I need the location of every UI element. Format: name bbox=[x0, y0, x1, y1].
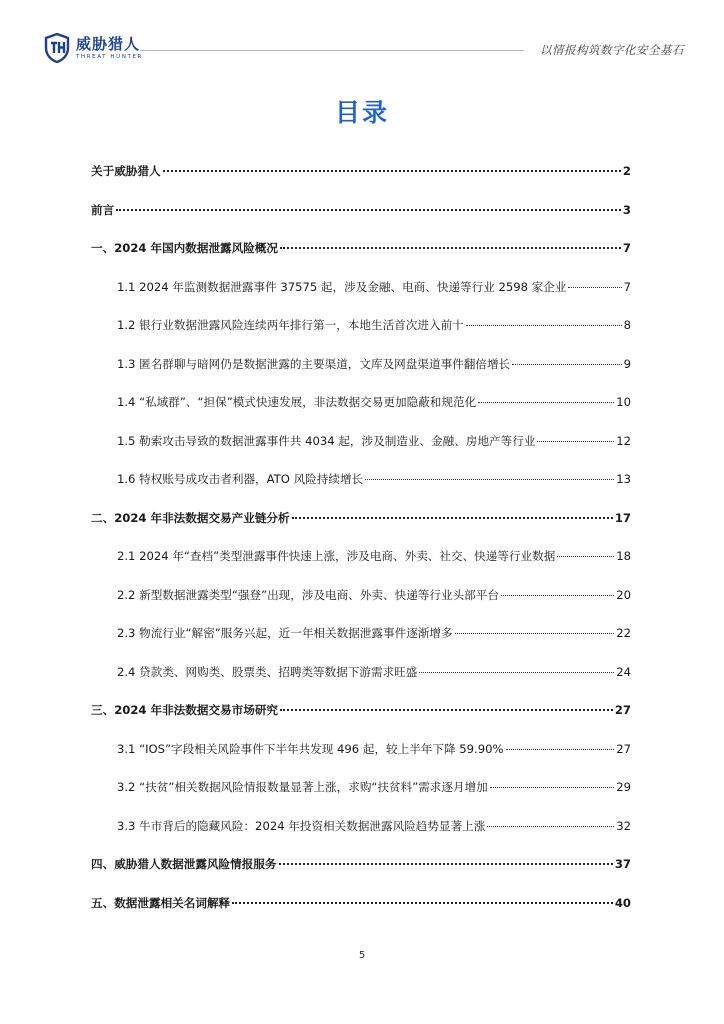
toc-entry-title: 关于威胁猎人 bbox=[91, 164, 161, 178]
toc-leader-dots bbox=[292, 517, 613, 519]
toc-entry-title: 1.5 勒索攻击导致的数据泄露事件共 4034 起，涉及制造业、金融、房地产等行业 bbox=[117, 433, 536, 448]
toc-leader-dots bbox=[568, 287, 621, 288]
page-number: 5 bbox=[358, 950, 366, 961]
toc-entry[interactable] bbox=[91, 894, 631, 912]
toc-entry-page: 7 bbox=[622, 241, 631, 255]
toc-entry-title: 2.3 物流行业“解密”服务兴起，近一年相关数据泄露事件逐渐增多 bbox=[117, 626, 453, 640]
toc-leader-dots bbox=[478, 402, 614, 403]
toc-entry-page: 17 bbox=[614, 510, 631, 525]
shield-logo-icon bbox=[44, 33, 70, 63]
toc-entry-page: 3 bbox=[622, 202, 631, 217]
toc-entry-page: 7 bbox=[623, 279, 631, 294]
toc-leader-dots bbox=[557, 556, 614, 557]
toc-leader-dots bbox=[466, 325, 622, 326]
toc-entry-title: 3.2 “扶贫”相关数据风险情报数量显著上涨，求购“扶贫料”需求逐月增加 bbox=[117, 780, 488, 794]
toc-entry-title: 五、数据泄露相关名词解释 bbox=[91, 895, 231, 910]
page-header bbox=[44, 30, 684, 66]
toc-entry-title: 1.3 匿名群聊与暗网仍是数据泄露的主要渠道，文库及网盘渠道事件翻倍增长 bbox=[117, 356, 511, 371]
toc-entry-page: 27 bbox=[614, 703, 631, 717]
toc-entry-page: 27 bbox=[616, 741, 631, 756]
toc-entry[interactable] bbox=[91, 855, 631, 873]
toc-entry[interactable] bbox=[117, 470, 631, 488]
logo bbox=[44, 30, 143, 66]
logo-cn-text: 威胁猎人 bbox=[76, 35, 141, 53]
toc-entry-page: 9 bbox=[623, 356, 631, 371]
toc-leader-dots bbox=[487, 826, 614, 827]
toc-entry-page: 32 bbox=[616, 818, 631, 833]
toc-entry-title: 3.1 “IOS”字段相关风险事件下半年共发现 496 起，较上半年下降 59.90% bbox=[117, 741, 504, 756]
toc-entry-page: 18 bbox=[616, 549, 631, 563]
toc-entry[interactable] bbox=[117, 586, 631, 604]
toc-entry-title: 1.4 “私域群”、“担保”模式快速发展，非法数据交易更加隐蔽和规范化 bbox=[117, 395, 477, 409]
toc-entry-title: 四、威胁猎人数据泄露风险情报服务 bbox=[91, 857, 277, 871]
toc-entry-page: 20 bbox=[616, 587, 631, 602]
toc-leader-dots bbox=[116, 209, 621, 211]
toc-leader-dots bbox=[512, 364, 621, 365]
toc-entry-title: 3.3 牛市背后的隐藏风险：2024 年投资相关数据泄露风险趋势显著上涨 bbox=[117, 818, 486, 833]
toc-entry-page: 40 bbox=[614, 895, 631, 910]
toc-entry-title: 2.4 贷款类、网购类、股票类、招聘类等数据下游需求旺盛 bbox=[117, 664, 418, 679]
toc-leader-dots bbox=[501, 595, 614, 596]
header-divider bbox=[140, 50, 524, 51]
toc-leader-dots bbox=[280, 247, 621, 249]
toc-entry[interactable] bbox=[117, 624, 631, 642]
toc-entry-title: 2.1 2024 年“查档”类型泄露事件快速上涨，涉及电商、外卖、社交、快递等行业数据 bbox=[117, 549, 556, 563]
toc-entry-title: 1.2 银行业数据泄露风险连续两年排行第一，本地生活首次进入前十 bbox=[117, 318, 464, 332]
toc-entry[interactable] bbox=[117, 778, 631, 796]
toc-entry[interactable] bbox=[117, 740, 631, 758]
toc-entry-title: 1.6 特权账号成攻击者利器，ATO 风险持续增长 bbox=[117, 472, 364, 486]
header-slogan: 以情报构筑数字化安全基石 bbox=[540, 43, 684, 57]
toc-entry-title: 2.2 新型数据泄露类型“强登”出现，涉及电商、外卖、快递等行业头部平台 bbox=[117, 587, 499, 602]
toc-entry[interactable] bbox=[91, 509, 631, 527]
logo-en-text: THREAT HUNTER bbox=[76, 54, 143, 60]
toc-entry-title: 1.1 2024 年监测数据泄露事件 37575 起，涉及金融、电商、快递等行业 2598 家企业 bbox=[117, 279, 567, 294]
toc-entry-title: 一、2024 年国内数据泄露风险概况 bbox=[91, 241, 279, 255]
toc-entry-page: 22 bbox=[616, 626, 631, 640]
toc-entry[interactable] bbox=[117, 432, 631, 450]
page-title: 目录 bbox=[334, 98, 389, 127]
toc-entry[interactable] bbox=[117, 663, 631, 681]
toc-entry-title: 三、2024 年非法数据交易市场研究 bbox=[91, 703, 279, 717]
toc-entry-page: 24 bbox=[616, 664, 631, 679]
toc-leader-dots bbox=[279, 863, 613, 865]
toc-entry[interactable] bbox=[91, 201, 631, 219]
toc-entry-page: 12 bbox=[616, 433, 631, 448]
toc-entry[interactable] bbox=[117, 393, 631, 411]
toc-leader-dots bbox=[455, 633, 615, 634]
toc-leader-dots bbox=[232, 902, 613, 904]
toc-leader-dots bbox=[506, 749, 615, 750]
toc-leader-dots bbox=[280, 709, 613, 711]
toc-entry[interactable] bbox=[91, 701, 631, 719]
toc-leader-dots bbox=[537, 441, 614, 442]
toc-entry[interactable] bbox=[91, 239, 631, 257]
toc-entry[interactable] bbox=[117, 817, 631, 835]
toc-leader-dots bbox=[365, 479, 614, 480]
toc-entry-title: 前言 bbox=[91, 202, 115, 217]
toc-entry[interactable] bbox=[117, 355, 631, 373]
toc-entry[interactable] bbox=[117, 278, 631, 296]
toc-entry-page: 8 bbox=[623, 318, 631, 332]
toc-entry-page: 37 bbox=[614, 857, 631, 871]
toc-entry-title: 二、2024 年非法数据交易产业链分析 bbox=[91, 510, 290, 525]
toc-entry[interactable] bbox=[117, 316, 631, 334]
toc-leader-dots bbox=[490, 787, 614, 788]
toc-entry-page: 29 bbox=[616, 780, 631, 794]
toc-leader-dots bbox=[419, 672, 614, 673]
toc-entry-page: 2 bbox=[622, 164, 631, 178]
toc-entry-page: 10 bbox=[616, 395, 631, 409]
toc-entry[interactable] bbox=[117, 547, 631, 565]
toc-entry[interactable] bbox=[91, 162, 631, 180]
toc-entry-page: 13 bbox=[616, 472, 631, 486]
toc-leader-dots bbox=[163, 170, 621, 172]
